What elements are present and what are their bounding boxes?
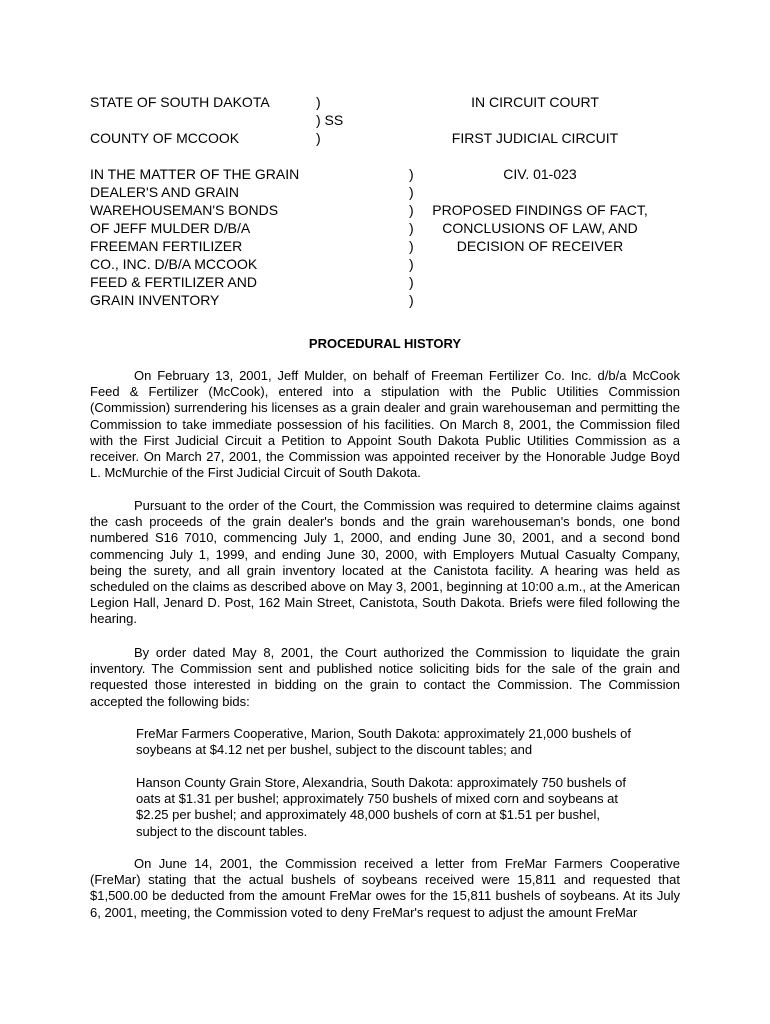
matter-line: OF JEFF MULDER D/B/A [90, 220, 251, 236]
paragraph: On February 13, 2001, Jeff Mulder, on behalf of Freeman Fertilizer Co. Inc. d/b/a McCook Feed & Fertilizer (McCook), entered into a stipulation with the Public Utilities Commission (Commission) surrendering his licenses as a grain dealer and grain warehouseman and permitting the Commission to take immediate possession of his facilities. On March 8, 2001, the Commission filed with the First Judicial Circuit a Petition to Appoint South Dakota Public Utilities Commission as a receiver. On March 27, 2001, the Commission was appointed receiver by the Honorable Judge Boyd L. McMurchie of the First Judicial Circuit of South Dakota. [90, 368, 680, 481]
caption-paren: ) [409, 202, 414, 218]
caption-paren: ) [409, 166, 414, 182]
caption-ss: ) SS [316, 112, 344, 128]
document-title-line: DECISION OF RECEIVER [456, 238, 624, 254]
caption-paren: ) [409, 292, 414, 308]
caption-paren: ) [409, 274, 414, 290]
state-line: STATE OF SOUTH DAKOTA [90, 94, 270, 110]
court-name: IN CIRCUIT COURT [471, 94, 599, 110]
matter-caption [90, 165, 299, 309]
matter-line: FEED & FERTILIZER AND [90, 274, 257, 290]
matter-line: FREEMAN FERTILIZER [90, 238, 243, 254]
paragraph: Pursuant to the order of the Court, the Commission was required to determine claims against the cash proceeds of the grain dealer's bonds and the grain warehouseman's bonds, one bond numbered S16 7010, commencing July 1, 2000, and ending June 30, 2001, and a second bond commencing July 1, 1999, and ending June 30, 2000, with Employers Mutual Casualty Company, being the surety, and all grain inventory located at the Canistota facility. A hearing was held as scheduled on the claims as described above on May 3, 2001, beginning at 10:00 a.m., at the American Legion Hall, Jenard D. Post, 162 Main Street, Canistota, South Dakota. Briefs were filed following the hearing. [90, 498, 680, 627]
document-title-line: PROPOSED FINDINGS OF FACT, [432, 202, 648, 218]
caption-paren: ) [316, 130, 321, 146]
caption-paren: ) [316, 94, 321, 110]
matter-line: CO., INC. D/B/A MCCOOK [90, 256, 258, 272]
caption-paren: ) [409, 184, 414, 200]
paragraph: On June 14, 2001, the Commission received a letter from FreMar Farmers Cooperative (FreMar) stating that the actual bushels of soybeans received were 15,811 and requested that $1,500.00 be deducted from the amount FreMar owes for the 15,811 bushels of soybeans. At its July 6, 2001, meeting, the Commission voted to deny FreMar's request to adjust the amount FreMar [90, 856, 680, 920]
caption-paren: ) [409, 256, 414, 272]
document-title [420, 201, 660, 255]
matter-line: WAREHOUSEMAN'S BONDS [90, 202, 279, 218]
bid-item: Hanson County Grain Store, Alexandria, South Dakota: approximately 750 bushels of oats at $1.31 per bushel; approximately 750 bushels of mixed corn and soybeans at $2.25 per bushel; and approximately 48,000 bushels of corn at $1.51 per bushel, subject to the discount tables. [136, 775, 626, 839]
paragraph: By order dated May 8, 2001, the Court authorized the Commission to liquidate the grain inventory. The Commission sent and published notice soliciting bids for the sale of the grain and requested those interested in bidding on the grain to contact the Commission. The Commission accepted the following bids: [90, 645, 680, 709]
circuit-name: FIRST JUDICIAL CIRCUIT [451, 130, 619, 146]
document-title-line: CONCLUSIONS OF LAW, AND [442, 220, 638, 236]
matter-parens [409, 165, 414, 309]
bid-item: FreMar Farmers Cooperative, Marion, South Dakota: approximately 21,000 bushels of soybeans at $4.12 net per bushel, subject to the discount tables; and [136, 726, 631, 758]
matter-line: IN THE MATTER OF THE GRAIN [90, 166, 300, 182]
caption-paren: ) [409, 238, 414, 254]
county-line: COUNTY OF MCCOOK [90, 130, 240, 146]
matter-line: GRAIN INVENTORY [90, 292, 220, 308]
case-number: CIV. 01-023 [503, 166, 577, 182]
section-heading: PROCEDURAL HISTORY [308, 336, 462, 351]
caption-paren: ) [409, 220, 414, 236]
matter-line: DEALER'S AND GRAIN [90, 184, 239, 200]
